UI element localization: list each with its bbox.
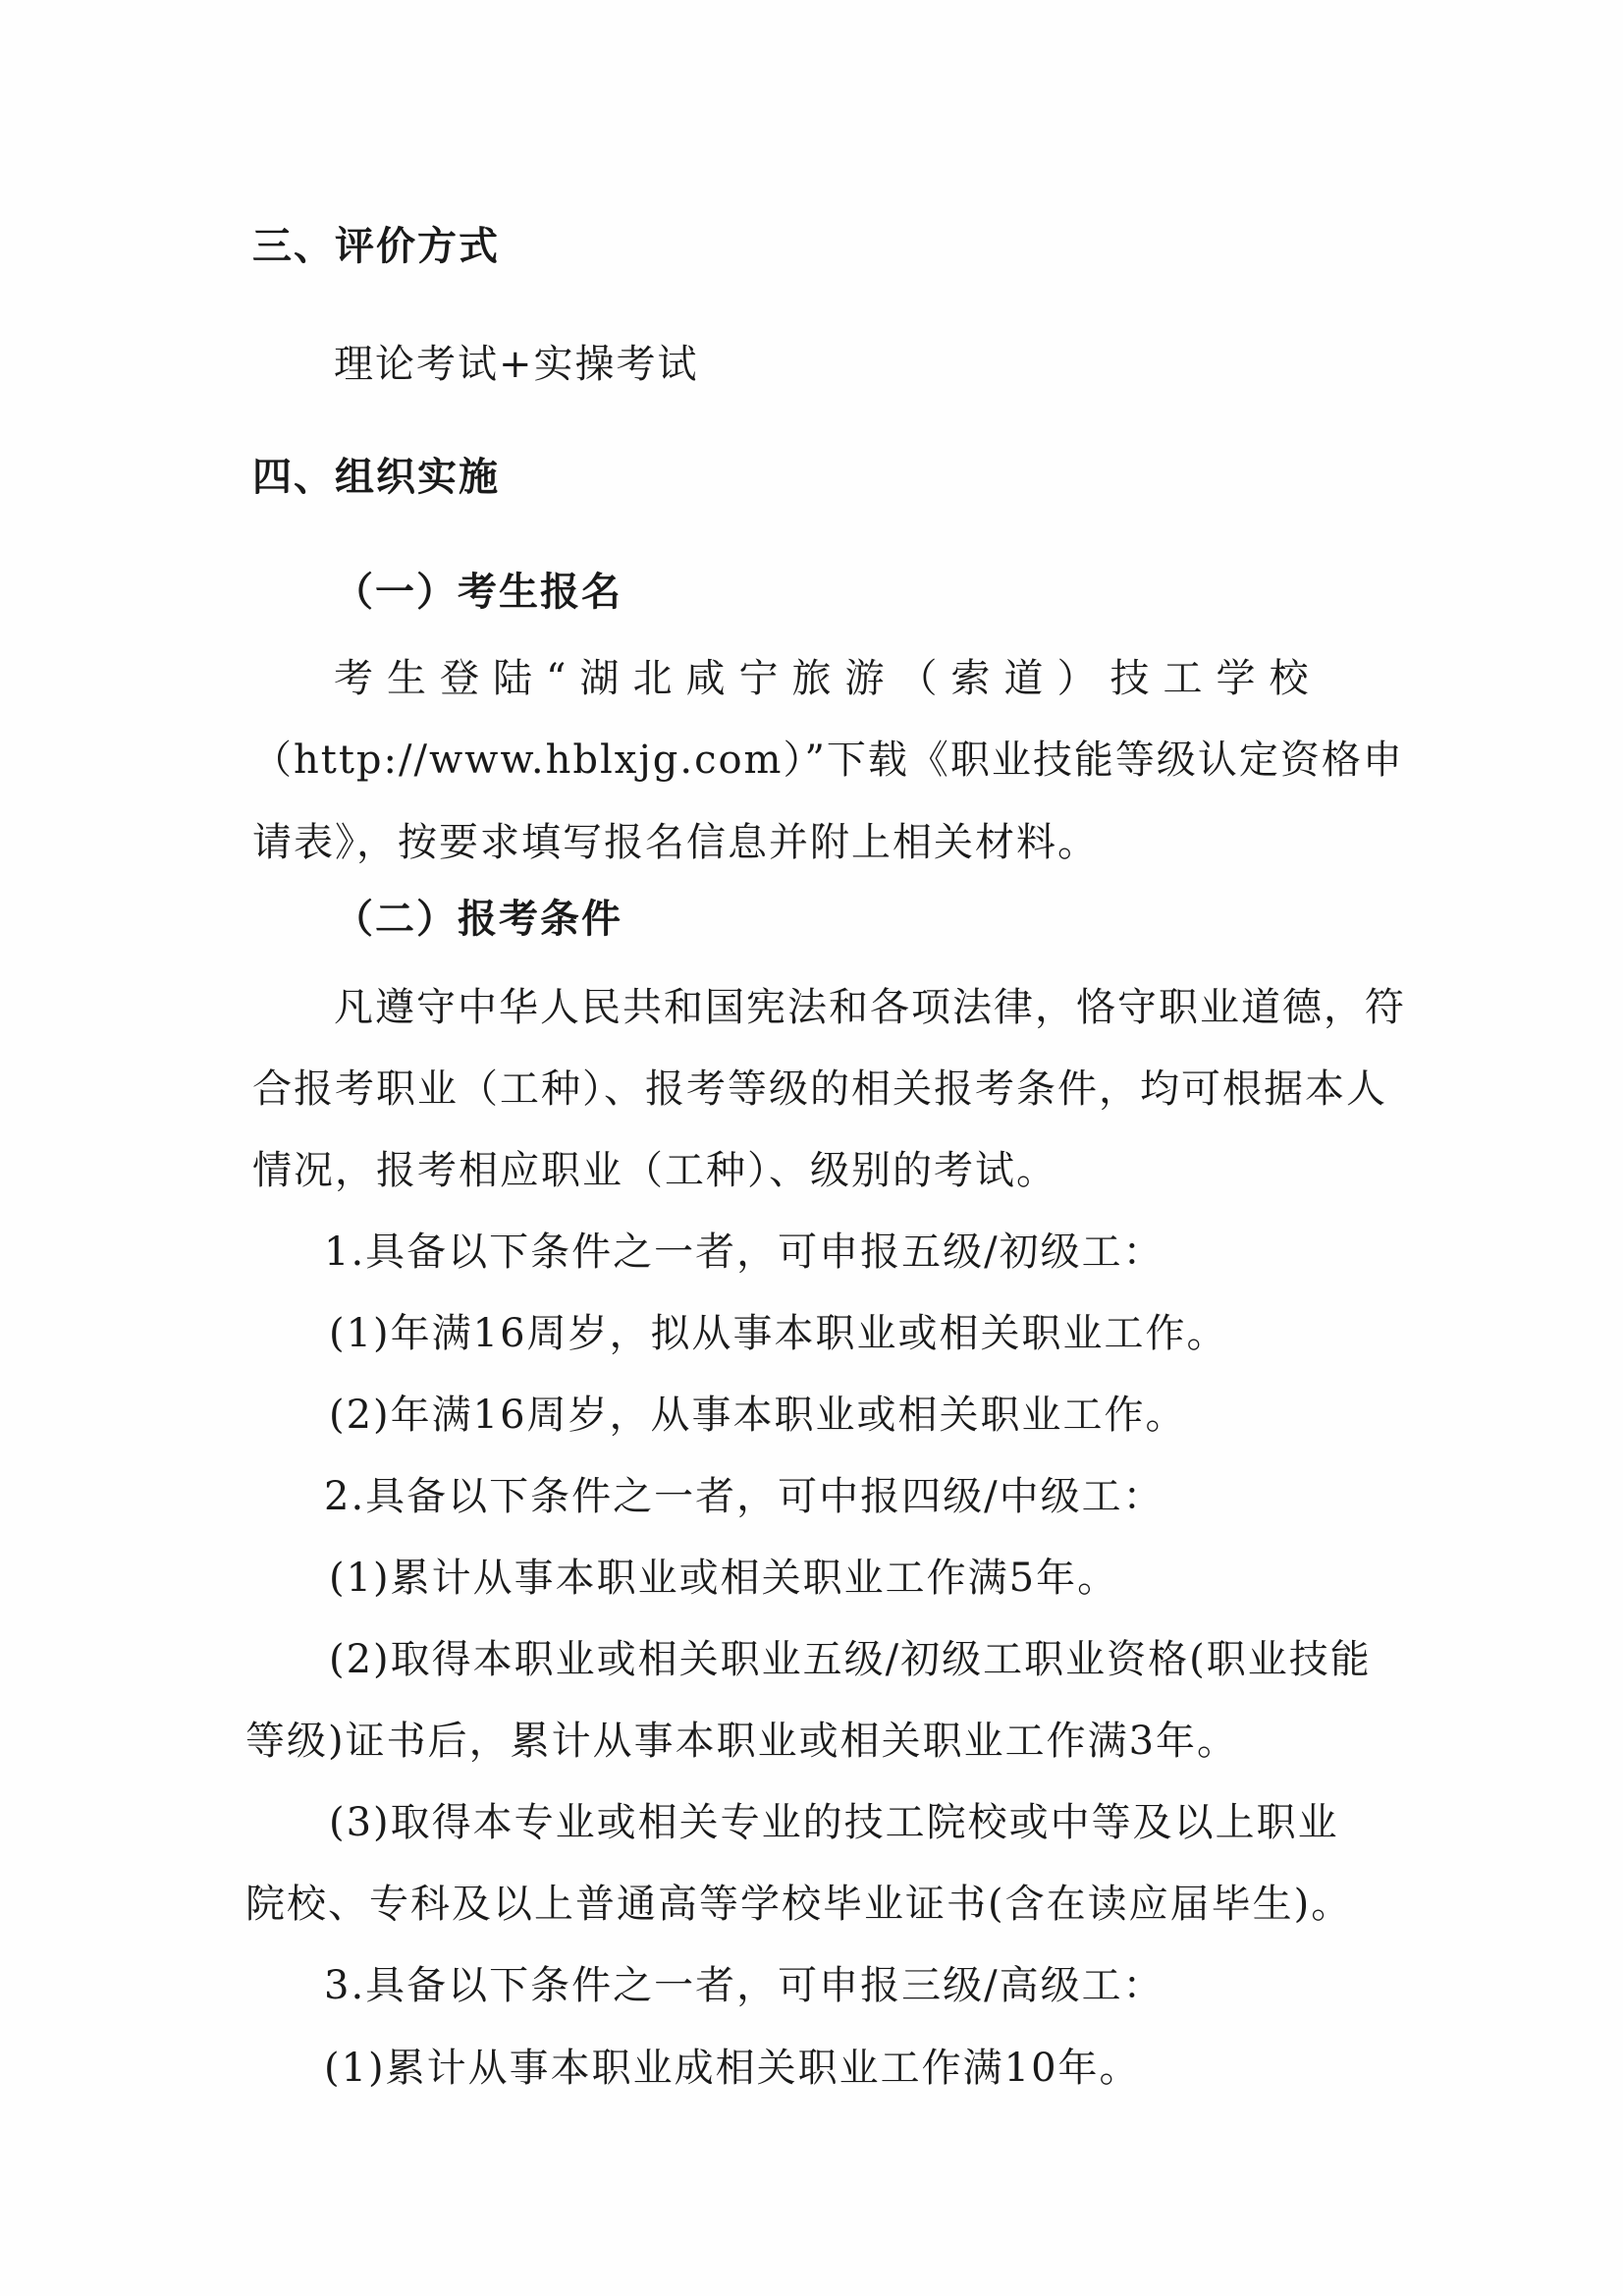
paragraph-line: (1)累计从事本职业或相关职业工作满5年。 xyxy=(329,1556,1119,1601)
paragraph-line: 凡遵守中华人民共和国宪法和各项法律，恪守职业道德，符 xyxy=(334,985,1406,1030)
section-heading: 四、组织实施 xyxy=(252,455,500,500)
paragraph-line: (1)年满16周岁，拟从事本职业或相关职业工作。 xyxy=(329,1311,1228,1356)
paragraph-line: 院校、专科及以上普通高等学校毕业证书(含在读应届毕生)。 xyxy=(245,1882,1353,1927)
paragraph-line: 2.具备以下条件之一者，可中报四级/中级工： xyxy=(324,1474,1164,1519)
paragraph-line: （http://www.hblxjg.com）”下载《职业技能等级认定资格申 xyxy=(252,738,1404,783)
paragraph-line: 等级)证书后，累计从事本职业或相关职业工作满3年。 xyxy=(245,1719,1239,1764)
paragraph-line: 1.具备以下条件之一者，可申报五级/初级工： xyxy=(324,1230,1164,1275)
paragraph-line: (2)年满16周岁，从事本职业或相关职业工作。 xyxy=(329,1393,1187,1438)
paragraph-line: 请表》，按要求填写报名信息并附上相关材料。 xyxy=(252,820,1099,865)
section-heading: 三、评价方式 xyxy=(252,224,500,269)
subsection-heading: （二）报考条件 xyxy=(334,897,622,942)
paragraph-line: (2)取得本职业或相关职业五级/初级工职业资格(职业技能 xyxy=(329,1637,1372,1682)
subsection-heading: （一）考生报名 xyxy=(334,570,622,615)
paragraph-line: 考生登陆“湖北咸宁旅游（索道）技工学校 xyxy=(334,656,1323,701)
paragraph-line: 理论考试+实操考试 xyxy=(334,342,699,387)
paragraph-line: 3.具备以下条件之一者，可申报三级/高级工： xyxy=(324,1963,1164,2008)
paragraph-line: (3)取得本专业或相关专业的技工院校或中等及以上职业 xyxy=(329,1800,1339,1845)
paragraph-line: (1)累计从事本职业成相关职业工作满10年。 xyxy=(324,2046,1141,2091)
paragraph-line: 情况，报考相应职业（工种）、级别的考试。 xyxy=(252,1148,1057,1193)
paragraph-line: 合报考职业（工种）、报考等级的相关报考条件，均可根据本人 xyxy=(252,1066,1387,1112)
